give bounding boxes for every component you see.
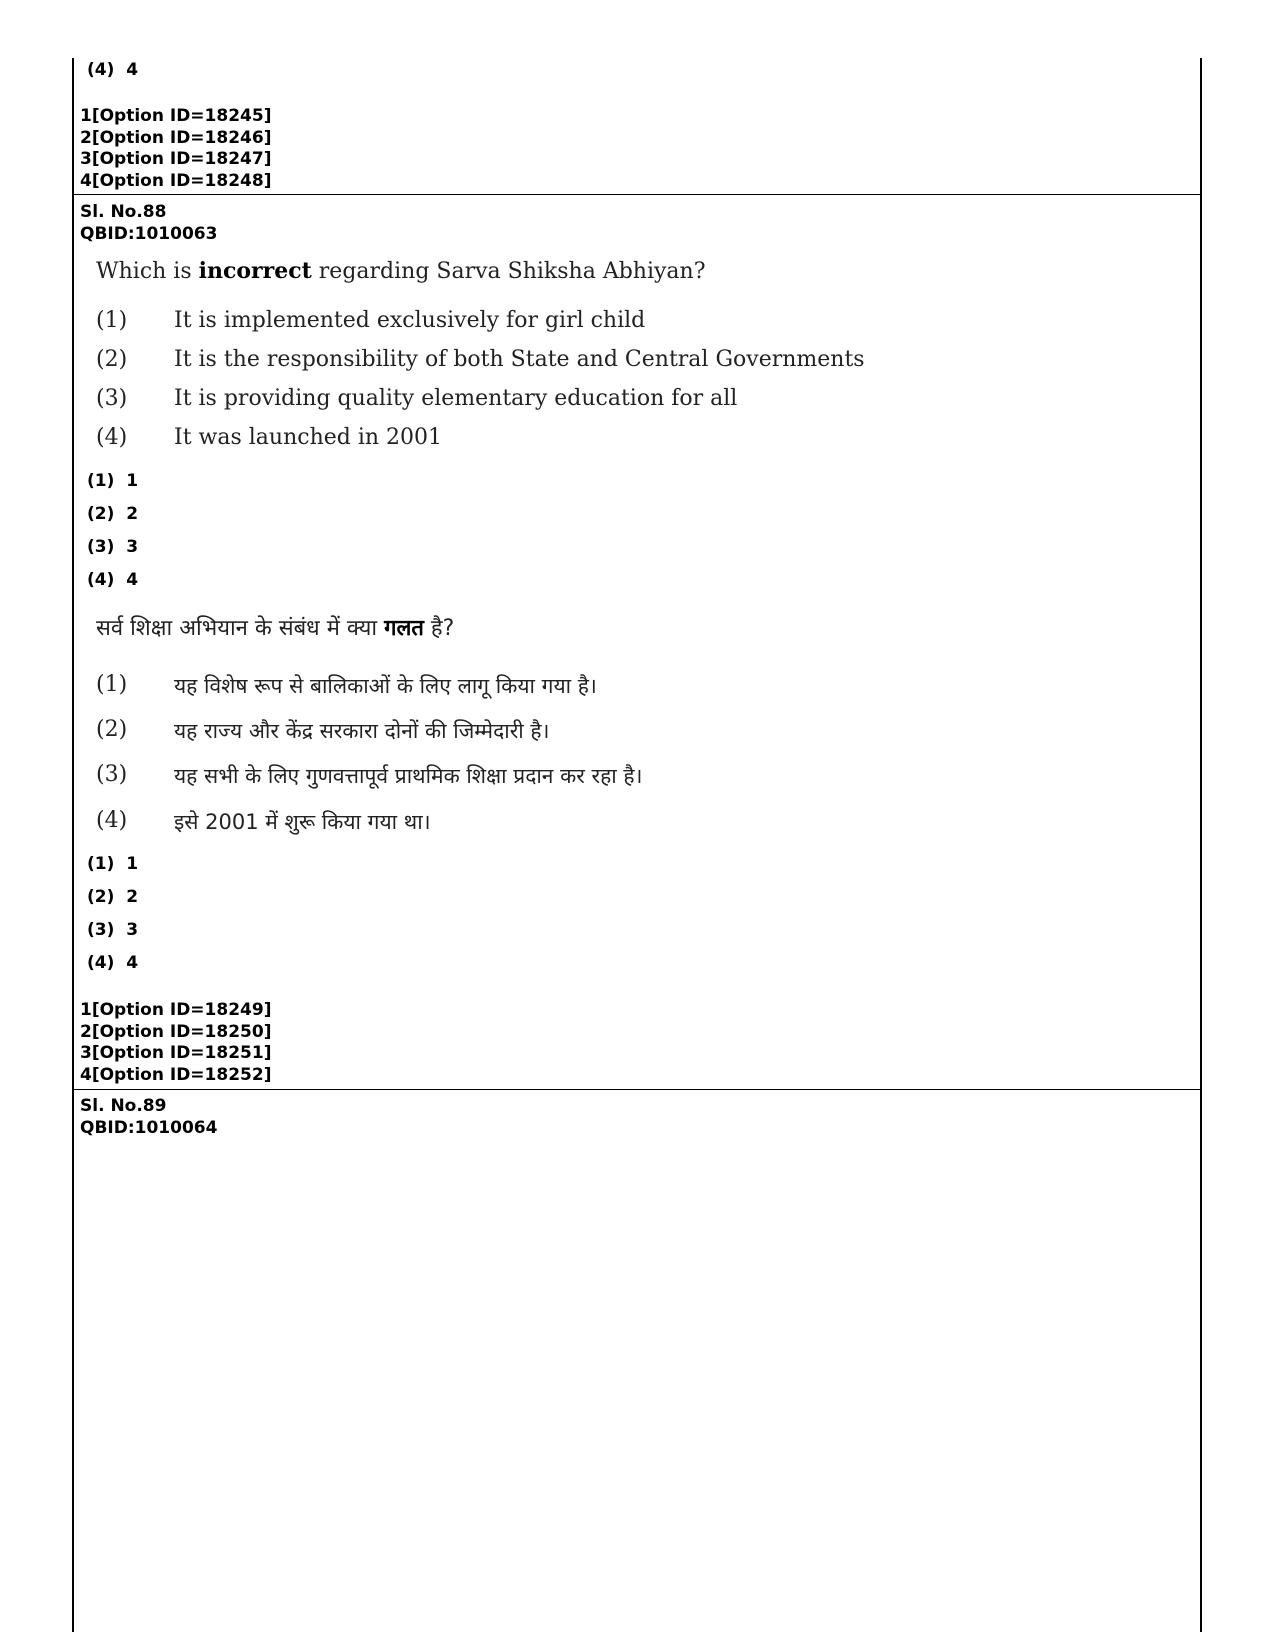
choice-number: (1) (96, 308, 128, 333)
option-id: 2[Option ID=18246] (80, 127, 272, 148)
page-frame (72, 58, 1202, 1632)
answer-value: 2 (126, 887, 139, 907)
serial-number: Sl. No.88 (80, 202, 167, 222)
choice-text: यह सभी के लिए गुणवत्तापूर्व प्राथमिक शिक्षा प्रदान कर रहा है। (174, 764, 643, 788)
option-id: 4[Option ID=18252] (80, 1064, 272, 1085)
divider (74, 1089, 1200, 1090)
answer-value: 3 (126, 920, 139, 940)
question-emphasis: गलत (384, 616, 424, 641)
choice-text: इसे 2001 में शुरू किया गया था। (174, 810, 431, 834)
answer-number: (3) (87, 920, 115, 940)
question-text: है? (423, 616, 455, 641)
choice-number: (4) (96, 808, 128, 833)
answer-number: (4) (87, 570, 115, 590)
answer-number: (4) (87, 953, 115, 973)
qbid: QBID:1010063 (80, 223, 218, 244)
answer-value: 4 (126, 570, 139, 590)
choice-number: (3) (96, 386, 128, 411)
q88-answer-b-4 (87, 953, 138, 973)
choice-text: It is the responsibility of both State and Central Governments (174, 347, 865, 372)
prev-answer-4 (87, 60, 138, 80)
answer-number: (2) (87, 504, 115, 524)
answer-number: (1) (87, 471, 115, 491)
q88-answer-b-3 (87, 920, 138, 940)
q88-hindi-question (96, 612, 454, 642)
choice-number: (1) (96, 672, 128, 697)
choice-text: It is providing quality elementary education for all (174, 386, 738, 411)
choice-text: यह विशेष रूप से बालिकाओं के लिए लागू किया गया है। (174, 674, 597, 698)
answer-number: (3) (87, 537, 115, 557)
divider (74, 194, 1200, 195)
q88-answer-a-4 (87, 570, 138, 590)
option-id: 3[Option ID=18251] (80, 1043, 272, 1063)
choice-text: It was launched in 2001 (174, 425, 443, 450)
choice-number: (2) (96, 717, 128, 742)
answer-number: (4) (87, 60, 115, 80)
option-id: 4[Option ID=18248] (80, 170, 272, 191)
q88-answer-a-2 (87, 504, 138, 524)
answer-value: 1 (126, 471, 139, 491)
q88-header (80, 202, 217, 245)
answer-value: 3 (126, 537, 139, 557)
q88-answer-b-2 (87, 887, 138, 907)
question-text: regarding Sarva Shiksha Abhiyan? (311, 259, 706, 284)
q89-header (80, 1096, 217, 1139)
answer-number: (2) (87, 887, 115, 907)
q88-option-id-list (80, 1000, 271, 1086)
answer-value: 4 (126, 60, 139, 80)
qbid: QBID:1010064 (80, 1117, 218, 1138)
option-id: 2[Option ID=18250] (80, 1021, 272, 1042)
choice-text: यह राज्य और केंद्र सरकारा दोनों की जिम्मेदारी है। (174, 719, 550, 743)
question-text: सर्व शिक्षा अभियान के संबंध में क्या (96, 616, 385, 641)
q88-answer-a-1 (87, 471, 138, 491)
option-id: 3[Option ID=18247] (80, 149, 272, 169)
choice-number: (2) (96, 347, 128, 372)
q88-english-question (96, 258, 706, 284)
choice-text: It is implemented exclusively for girl child (174, 308, 646, 333)
option-id: 1[Option ID=18249] (80, 1000, 272, 1020)
answer-value: 1 (126, 854, 139, 874)
answer-value: 2 (126, 504, 139, 524)
q88-answer-b-1 (87, 854, 138, 874)
question-text: Which is (96, 259, 199, 284)
q88-answer-a-3 (87, 537, 138, 557)
option-id: 1[Option ID=18245] (80, 106, 272, 126)
question-emphasis: incorrect (198, 258, 312, 284)
answer-value: 4 (126, 953, 139, 973)
prev-option-id-list (80, 106, 271, 192)
choice-number: (4) (96, 425, 128, 450)
choice-number: (3) (96, 762, 128, 787)
serial-number: Sl. No.89 (80, 1096, 167, 1116)
answer-number: (1) (87, 854, 115, 874)
